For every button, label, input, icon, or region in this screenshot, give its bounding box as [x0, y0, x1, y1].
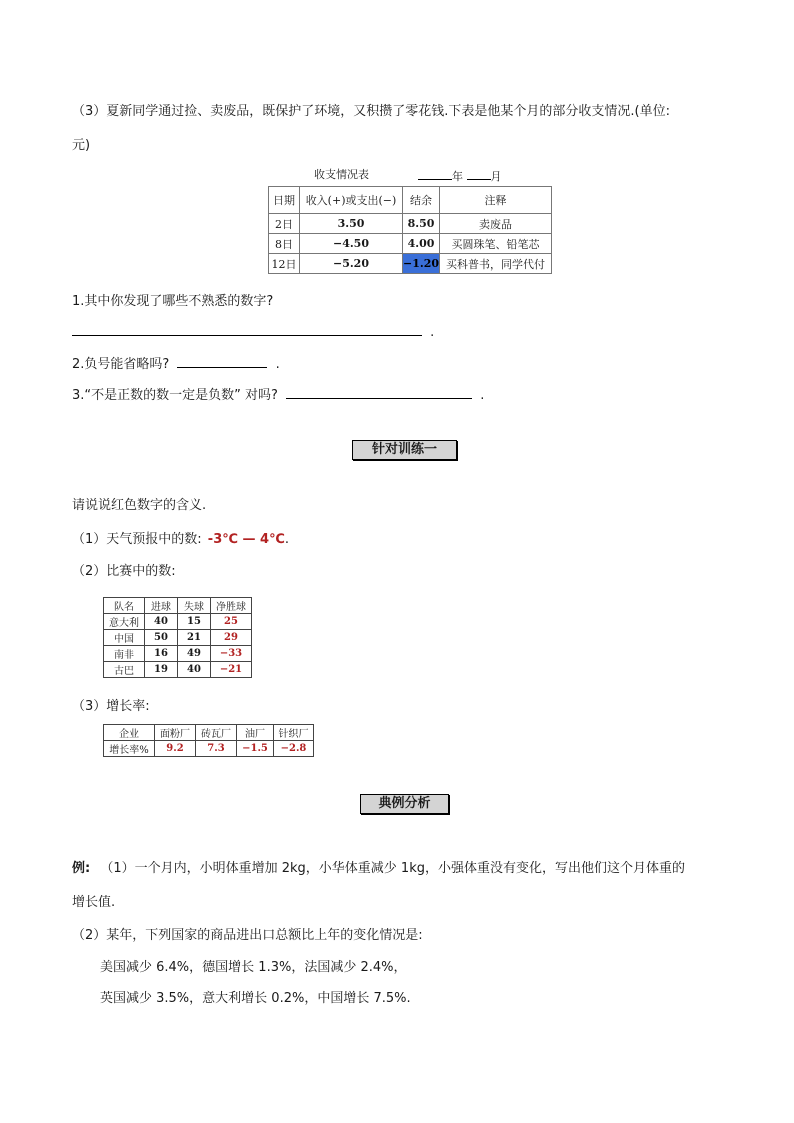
cell: −21 — [211, 662, 252, 678]
cell: 15 — [178, 614, 211, 630]
period: . — [284, 532, 289, 547]
cell: 4.00 — [403, 234, 440, 254]
header-cell: 失球 — [178, 598, 211, 614]
header-cell: 进球 — [145, 598, 178, 614]
header-cell: 面粉厂 — [155, 725, 196, 741]
cell: 8.50 — [403, 214, 440, 234]
header-cell: 油厂 — [237, 725, 274, 741]
training-intro: 请说说红色数字的含义. — [72, 498, 207, 513]
cell: 25 — [211, 614, 252, 630]
cell: 增长率% — [104, 741, 155, 757]
cell: 12日 — [269, 254, 300, 274]
cell: 意大利 — [104, 614, 145, 630]
example-line-1 — [72, 857, 685, 876]
year-blank[interactable] — [418, 166, 452, 180]
question-2: 2.负号能省略吗? — [72, 357, 170, 372]
training-item-2: （2）比赛中的数: — [72, 564, 176, 579]
example-line-5: 英国减少 3.5%，意大利增长 0.2%，中国增长 7.5%. — [100, 991, 411, 1006]
cell: −4.50 — [300, 234, 403, 254]
answer-blank-2[interactable] — [177, 354, 267, 368]
cell: −2.8 — [274, 741, 314, 757]
header-cell: 净胜球 — [211, 598, 252, 614]
example-line-4: 美国减少 6.4%，德国增长 1.3%，法国减少 2.4%， — [100, 960, 407, 975]
table-row — [104, 646, 252, 662]
table-row — [104, 741, 314, 757]
question-3-line — [72, 384, 484, 403]
cell: 19 — [145, 662, 178, 678]
cell: 3.50 — [300, 214, 403, 234]
item-1-prefix: （1）天气预报中的数: — [72, 532, 202, 547]
section-title-examples: 典例分析 — [360, 794, 449, 814]
cell: 南非 — [104, 646, 145, 662]
month-blank[interactable] — [467, 166, 491, 180]
highlighted-cell: −1.20 — [403, 254, 440, 274]
table-row — [269, 254, 552, 274]
cell: 买科普书，同学代付 — [440, 254, 552, 274]
header-cell: 结余 — [403, 187, 440, 214]
cell: 中国 — [104, 630, 145, 646]
training-item-3: （3）增长率: — [72, 699, 150, 714]
question-2-line — [72, 353, 280, 372]
table-date-line — [418, 166, 502, 184]
problem-3-line2: 元) — [72, 138, 91, 153]
question-1: 1.其中你发现了哪些不熟悉的数字? — [72, 294, 274, 309]
cell: 49 — [178, 646, 211, 662]
table-row — [269, 234, 552, 254]
period: . — [430, 325, 435, 340]
income-expense-table — [268, 186, 552, 274]
table-row — [269, 214, 552, 234]
month-label: 月 — [490, 170, 502, 183]
table-header-row — [104, 598, 252, 614]
table-header-row — [269, 187, 552, 214]
question-3: 3.“不是正数的数一定是负数” 对吗? — [72, 388, 278, 403]
header-cell: 队名 — [104, 598, 145, 614]
temperature-range: -3℃ — 4℃ — [207, 532, 285, 547]
growth-table — [103, 724, 314, 757]
answer-blank-3[interactable] — [286, 385, 472, 399]
cell: 16 — [145, 646, 178, 662]
table-title: 收支情况表 — [314, 168, 369, 181]
example-line-3: （2）某年，下列国家的商品进出口总额比上年的变化情况是: — [72, 928, 423, 943]
cell: 7.3 — [196, 741, 237, 757]
cell: 21 — [178, 630, 211, 646]
header-cell: 收入(+)或支出(−) — [300, 187, 403, 214]
cell: 卖废品 — [440, 214, 552, 234]
period: . — [275, 357, 280, 372]
cell: 8日 — [269, 234, 300, 254]
cell: 2日 — [269, 214, 300, 234]
question-1-answer — [72, 322, 434, 340]
table-row — [104, 662, 252, 678]
header-cell: 日期 — [269, 187, 300, 214]
cell: 40 — [145, 614, 178, 630]
period: . — [480, 388, 485, 403]
cell: 50 — [145, 630, 178, 646]
table-row — [104, 630, 252, 646]
cell: 9.2 — [155, 741, 196, 757]
cell: −5.20 — [300, 254, 403, 274]
header-cell: 注释 — [440, 187, 552, 214]
year-label: 年 — [452, 170, 463, 183]
table-header-row — [104, 725, 314, 741]
cell: 40 — [178, 662, 211, 678]
example-label: 例: — [72, 861, 91, 876]
cell: 古巴 — [104, 662, 145, 678]
match-table — [103, 597, 252, 678]
header-cell: 针织厂 — [274, 725, 314, 741]
example-line-2: 增长值. — [72, 895, 116, 910]
example-text-1: （1）一个月内，小明体重增加 2kg，小华体重减少 1kg，小强体重没有变化，写出他们这个月体重的 — [100, 861, 685, 876]
cell: −33 — [211, 646, 252, 662]
cell: −1.5 — [237, 741, 274, 757]
section-title-training: 针对训练一 — [352, 440, 457, 460]
cell: 29 — [211, 630, 252, 646]
training-item-1 — [72, 528, 289, 547]
problem-3-line1: （3）夏新同学通过捡、卖废品，既保护了环境，又积攒了零花钱.下表是他某个月的部分收支情况.(单位: — [72, 104, 670, 119]
header-cell: 砖瓦厂 — [196, 725, 237, 741]
answer-blank-1[interactable] — [72, 322, 422, 336]
cell: 买圆珠笔、铅笔芯 — [440, 234, 552, 254]
table-row — [104, 614, 252, 630]
header-cell: 企业 — [104, 725, 155, 741]
